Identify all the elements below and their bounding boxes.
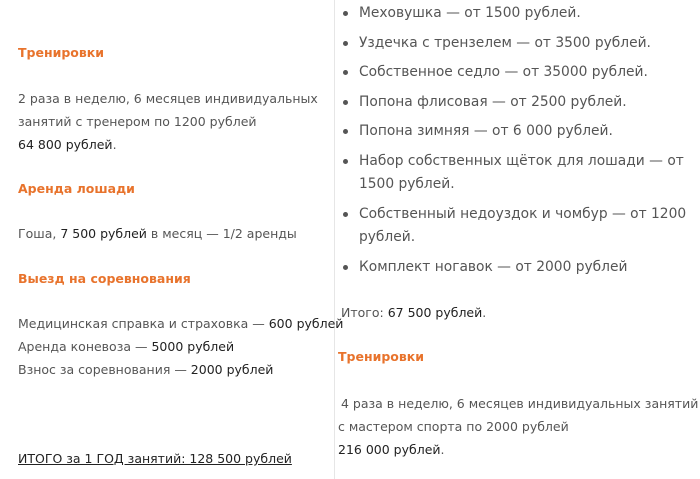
rent-suffix: в месяц — 1/2 аренды: [146, 226, 297, 241]
comp-line-fee: [18, 358, 273, 381]
comp-transport-text: Аренда коневоза —: [18, 339, 152, 354]
list-item: [338, 32, 698, 56]
equipment-total: Итого: 67 500 рублей.: [341, 305, 487, 320]
list-item: [338, 150, 698, 197]
list-item: [338, 256, 698, 280]
equipment-total-value: 67 500 рублей: [387, 305, 483, 320]
list-item: [338, 2, 698, 26]
list-item: [338, 203, 698, 250]
list-item-text-cont: рублей.: [359, 229, 416, 245]
list-item-text: Попона флисовая — от 2500 рублей.: [359, 93, 627, 110]
competitions-heading: Выезд на соревнования: [18, 271, 191, 286]
rent-price: 7 500 рублей: [60, 226, 147, 241]
list-item: [338, 120, 698, 144]
year-total: ИТОГО за 1 ГОД занятий: 128 500 рублей: [18, 451, 292, 466]
list-item-text: Попона зимняя — от 6 000 рублей.: [359, 123, 613, 139]
equipment-total-label: Итого:: [341, 305, 388, 320]
rent-prefix: Гоша,: [18, 226, 61, 241]
list-item-text: Собственное седло — от 35000 рублей.: [359, 64, 648, 80]
column-divider: [334, 0, 335, 479]
trainings-text-line2-left: занятий с тренером по 1200 рублей: [18, 114, 257, 129]
rent-text: [18, 222, 297, 245]
trainings-total-value-right: 216 000 рублей: [338, 442, 441, 457]
comp-fee-text: Взнос за соревнования —: [18, 362, 191, 377]
list-item-text: Меховушка — от 1500 рублей.: [359, 5, 581, 21]
comp-fee-price: 2000 рублей: [190, 362, 274, 377]
trainings-text-line2-right: с мастером спорта по 2000 рублей: [338, 419, 569, 434]
trainings-total-left: 64 800 рублей.: [18, 137, 117, 152]
list-item-text: Комплект ногавок — от 2000 рублей: [359, 258, 628, 275]
comp-medical-text: Медицинская справка и страховка —: [18, 316, 269, 331]
comp-line-medical: [18, 312, 343, 335]
comp-line-transport: [18, 335, 234, 358]
trainings-total-right: 216 000 рублей.: [338, 442, 445, 457]
comp-transport-price: 5000 рублей: [151, 339, 235, 354]
list-item-text: Набор собственных щёток для лошади — от: [359, 152, 684, 169]
list-item-text: Уздечка с трензелем — от 3500 рублей.: [359, 34, 651, 51]
equipment-list: [338, 2, 698, 285]
list-item-text-cont: 1500 рублей.: [359, 176, 455, 192]
list-item: [338, 61, 698, 85]
comp-medical-price: 600 рублей: [268, 316, 344, 331]
trainings-text-line1-left: 2 раза в неделю, 6 месяцев индивидуальных: [18, 91, 318, 106]
trainings-text-line1-right: 4 раза в неделю, 6 месяцев индивидуальных занятий: [341, 396, 699, 411]
list-item: [338, 91, 698, 115]
rent-heading: Аренда лошади: [18, 181, 135, 196]
list-item-text: Собственный недоуздок и чомбур — от 1200: [359, 205, 687, 222]
trainings-total-value-left: 64 800 рублей: [18, 137, 113, 152]
trainings-heading-left: Тренировки: [18, 45, 105, 60]
trainings-heading-right: Тренировки: [338, 349, 425, 364]
